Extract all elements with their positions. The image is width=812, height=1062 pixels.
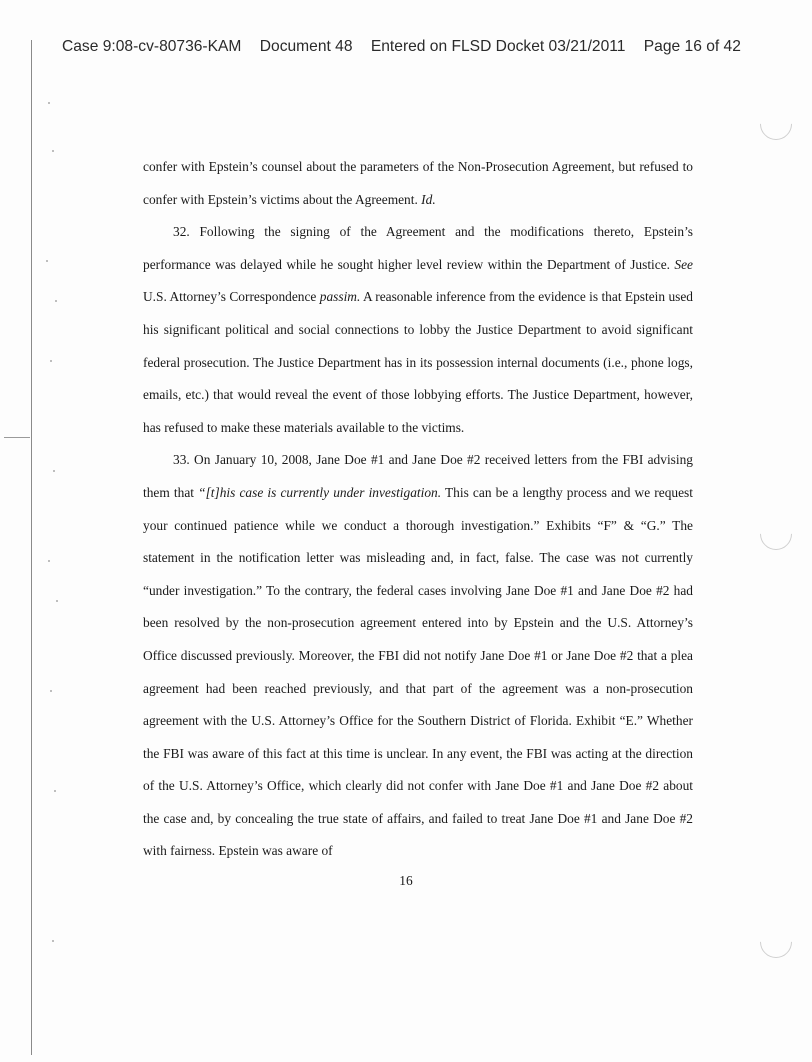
paragraph-continued [143,151,693,216]
scan-speck [50,690,52,692]
citation: passim. [319,289,361,305]
scan-speck [50,360,52,362]
paragraph-text: U.S. Attorney’s Correspondence [143,289,320,305]
scan-speck [48,102,50,104]
page-number: 16 [399,873,413,888]
body-text [143,151,693,868]
scan-speck [52,940,54,942]
scan-speck [56,600,58,602]
citation: Id. [421,191,436,207]
margin-tick [4,437,30,438]
scan-speck [46,260,48,262]
page-count: Page 16 of 42 [643,38,741,55]
case-number: Case 9:08-cv-80736-KAM [62,38,242,55]
docket-entry: Entered on FLSD Docket 03/21/2011 [370,38,626,55]
punch-hole-icon [753,101,798,146]
paragraph-text: 32. Following the signing of the Agreement and the modifications thereto, Epstein’s performance was delayed while he sought higher level review within the Department of Justice. [143,224,693,272]
scan-speck [48,560,50,562]
citation-signal: See [674,256,693,272]
scan-speck [55,300,57,302]
scan-speck [54,790,56,792]
quoted-text: “[t]his case is currently under investigation. [198,484,442,500]
paragraph-text: 33. On January 10, 2008, Jane Doe #1 and Jane Doe #2 received letters from the FBI advising them that [143,452,693,500]
scan-speck [52,150,54,152]
margin-rule [31,40,32,1055]
paragraph-text: confer with Epstein’s counsel about the parameters of the Non-Prosecution Agreement, but refused to confer with Epstein’s victims about the Agreement. [143,159,693,207]
punch-hole-icon [753,919,798,964]
docket-header [62,38,802,56]
paragraph-32 [143,216,693,444]
paragraph-text: This can be a lengthy process and we request your continued patience while we conduct a thorough investigation.” Exhibits “F” & “G.” The statement in the notification letter was misleading and, in fact, false. The case was not currently “under investigation.” To the contrary, the federal cases involving Jane Doe #1 and Jane Doe #2 had been resolved by the non-prosecution agreement entered into by Epstein and the U.S. Attorney’s Office discussed previously. Moreover, the FBI did not notify Jane Doe #1 or Jane Doe #2 that a plea agreement had been reached previously, and that part of the agreement was a non-prosecution agreement with the U.S. Attorney’s Office for the Southern District of Florida. Exhibit “E.” Whether the FBI was aware of this fact at this time is unclear. In any event, the FBI was acting at the direction of the U.S. Attorney’s Office, which clearly did not confer with Jane Doe #1 and Jane Doe #2 about the case and, by concealing the true state of affairs, and failed to treat Jane Doe #1 and Jane Doe #2 with fairness. Epstein was aware of [143,484,693,859]
document-number: Document 48 [259,38,353,55]
punch-hole-icon [753,511,798,556]
paragraph-33 [143,444,693,868]
scan-speck [53,470,55,472]
paragraph-text: A reasonable inference from the evidence is that Epstein used his significant political and social connections to lobby the Justice Department to avoid significant federal prosecution. The Justice Department has in its possession internal documents (i.e., phone logs, emails, etc.) that would reveal the event of those lobbying efforts. The Justice Department, however, has refused to make these materials available to the victims. [143,289,693,435]
